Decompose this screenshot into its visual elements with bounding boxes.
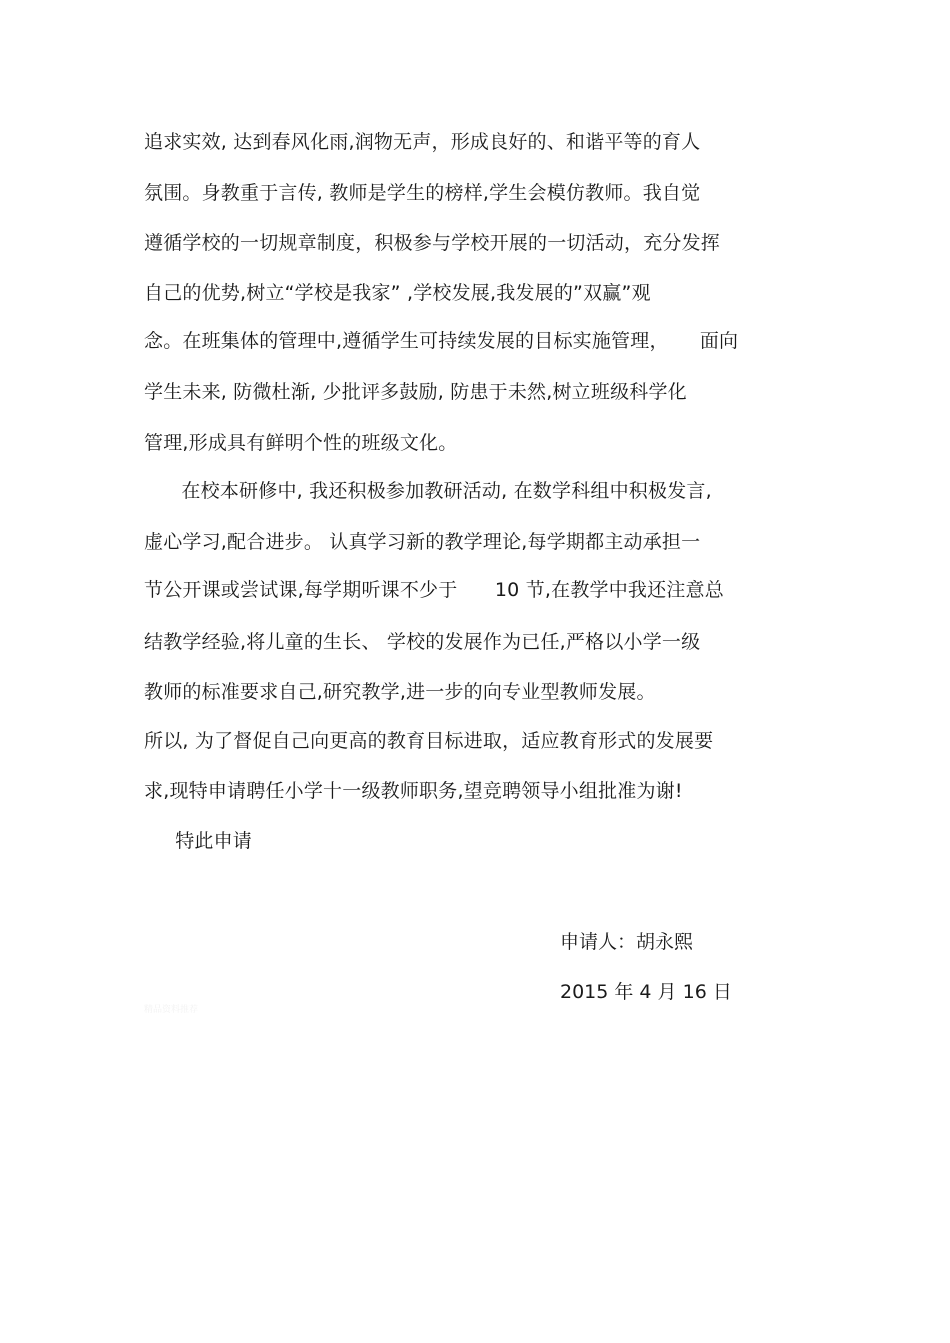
body-line-8: 在校本研修中, 我还积极参加教研活动, 在数学科组中积极发言,	[144, 480, 712, 502]
body-line-6: 学生未来, 防微杜渐, 少批评多鼓励, 防患于未然,树立班级科学化	[144, 381, 687, 403]
faint-watermark-text: 精品资料推荐	[144, 1005, 199, 1015]
body-line-9: 虚心学习,配合进步。 认真学习新的教学理论,每学期都主动承担一	[144, 531, 701, 553]
body-line-13: 所以, 为了督促自己向更高的教育目标进取，适应教育形式的发展要	[144, 730, 714, 752]
body-line-3: 遵循学校的一切规章制度，积极参与学校开展的一切活动，充分发挥	[144, 232, 721, 254]
body-line-1: 追求实效, 达到春风化雨,润物无声，形成良好的、和谐平等的育人	[144, 131, 701, 153]
applicant-signature: 申请人：胡永熙	[560, 931, 694, 953]
body-line-14: 求,现特申请聘任小学十一级教师职务,望竞聘领导小组批准为谢!	[144, 780, 683, 802]
body-line-5: 念。在班集体的管理中,遵循学生可持续发展的目标实施管理， 面向	[144, 330, 739, 352]
body-line-10: 节公开课或尝试课,每学期听课不少于 10 节,在教学中我还注意总	[144, 579, 724, 601]
closing-line: 特此申请	[144, 830, 252, 852]
signature-date: 2015 年 4 月 16 日	[560, 981, 732, 1003]
body-line-7: 管理,形成具有鲜明个性的班级文化。	[144, 432, 458, 454]
body-line-12: 教师的标准要求自己,研究教学,进一步的向专业型教师发展。	[144, 681, 656, 703]
body-line-2: 氛围。身教重于言传, 教师是学生的榜样,学生会模仿教师。我自觉	[144, 182, 701, 204]
body-line-11: 结教学经验,将儿童的生长、 学校的发展作为已任,严格以小学一级	[144, 631, 701, 653]
body-line-4: 自己的优势,树立“学校是我家” ,学校发展,我发展的”双赢”观	[144, 282, 651, 304]
